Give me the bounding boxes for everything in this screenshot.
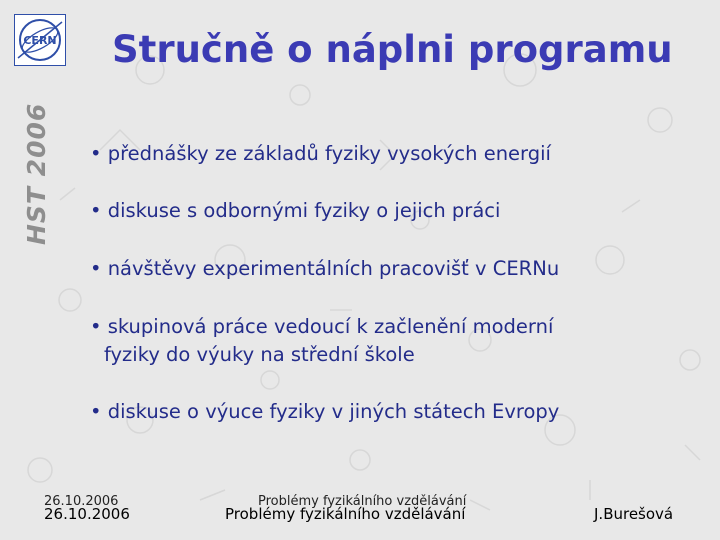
bullet-item: [90, 140, 551, 168]
bullet-item: [90, 398, 559, 426]
slide-title: Stručně o náplni programu: [112, 28, 673, 71]
bullet-item: [90, 255, 559, 283]
footer-title-ghost: Problémy fyzikálního vzdělávání: [258, 494, 467, 509]
footer-date: 26.10.2006: [44, 505, 130, 523]
footer-date-ghost: 26.10.2006: [44, 494, 119, 509]
bullet-item: [90, 313, 553, 369]
footer-author: J.Burešová: [594, 505, 674, 523]
cern-logo: [14, 14, 66, 66]
bullet-text: • diskuse s odbornými fyziky o jejich práci: [90, 199, 501, 222]
cern-logo-text: CERN: [23, 34, 57, 47]
footer-title: Problémy fyzikálního vzdělávání: [225, 505, 466, 523]
bullet-text: • návštěvy experimentálních pracovišť v CERNu: [90, 257, 560, 280]
bullet-continuation: fyziky do výuky na střední škole: [104, 343, 415, 366]
side-label: HST 2006: [22, 102, 51, 245]
bullet-text: • skupinová práce vedoucí k začlenění moderní: [90, 315, 554, 338]
bullet-text: • diskuse o výuce fyziky v jiných státech Evropy: [90, 400, 560, 423]
bullet-text: • přednášky ze základů fyziky vysokých energií: [90, 142, 551, 165]
bullet-item: [90, 197, 500, 225]
